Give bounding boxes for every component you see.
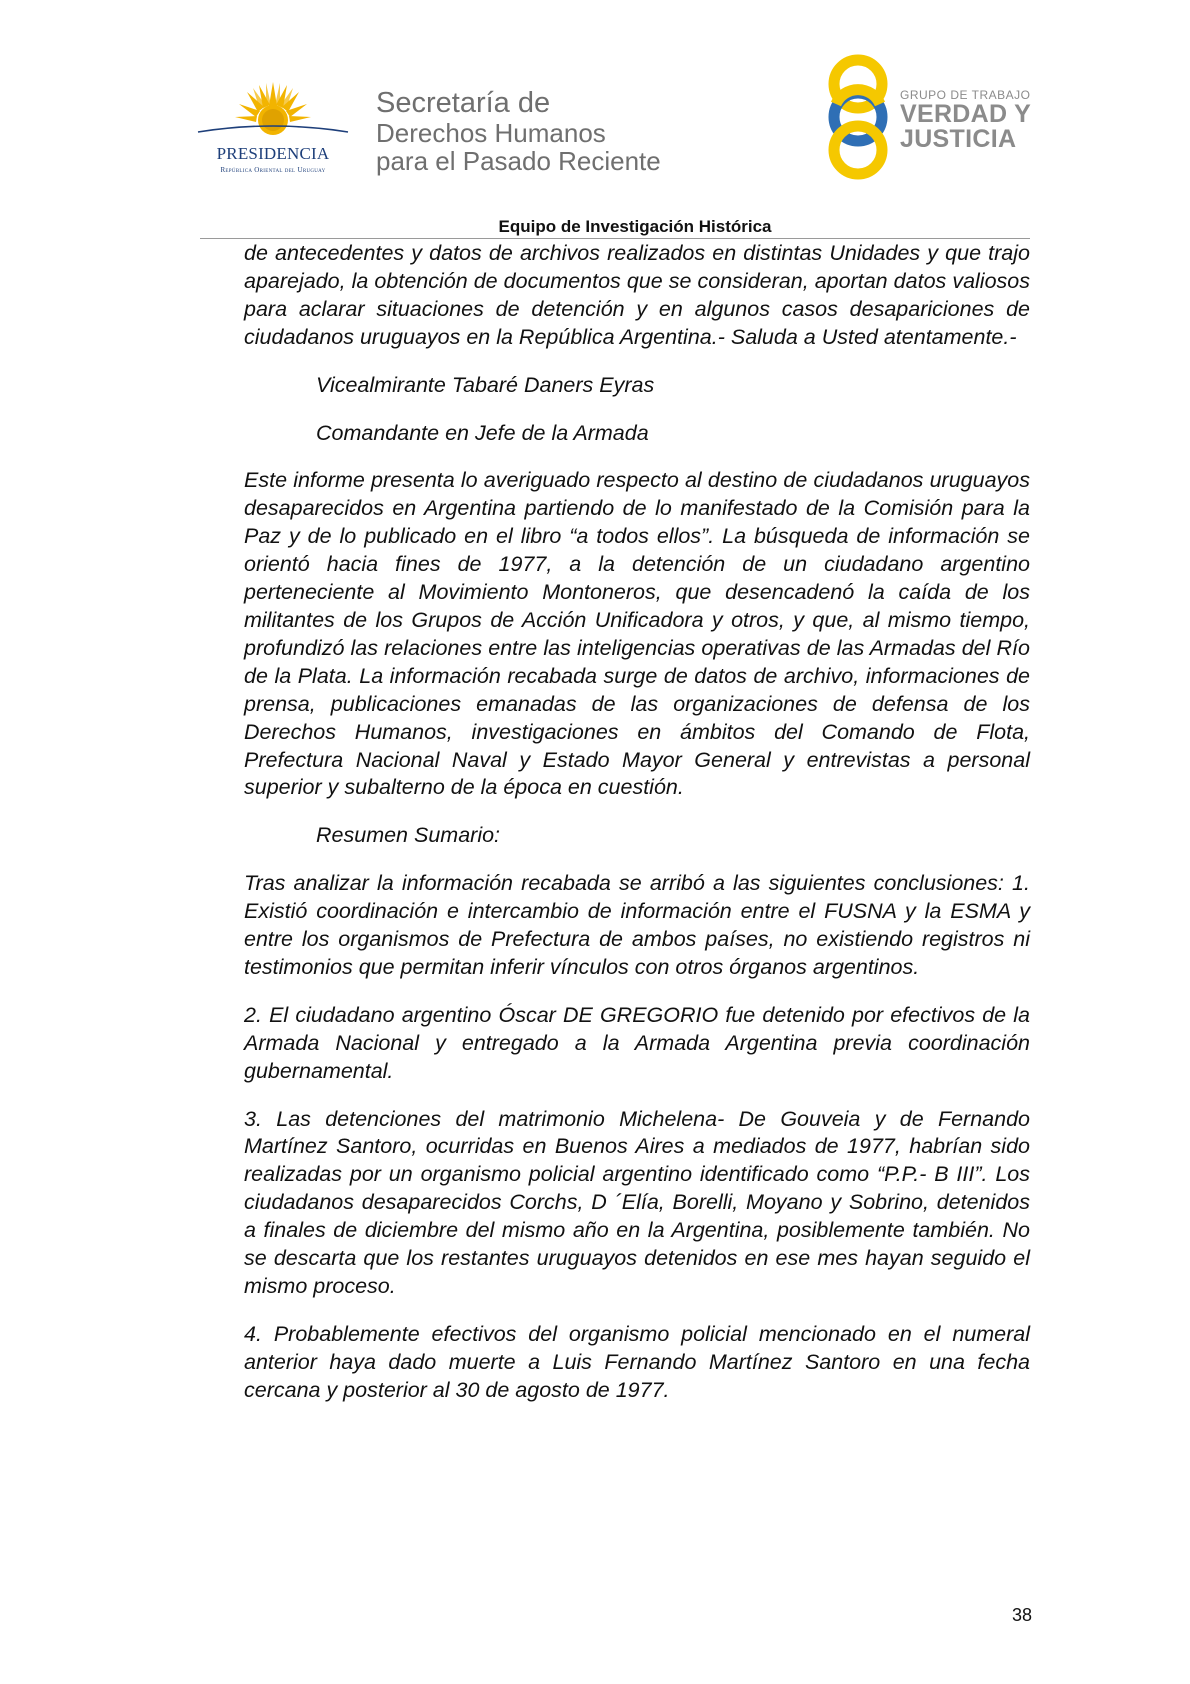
secretaria-line-2: Derechos Humanos: [376, 118, 606, 148]
gtvj-line-1: GRUPO DE TRABAJO: [900, 88, 1031, 102]
header-divider: [200, 238, 1030, 239]
gtvj-line-3: JUSTICIA: [900, 125, 1017, 153]
paragraph-2: Este informe presenta lo averiguado respecto al destino de ciudadanos uruguayos desaparecidos en Argentina partiendo de lo manifestado de la Comisión para la Paz y de lo publicado en el libro “a todos ellos”. La búsqueda de información se orientó hacia fines de 1977, a la detención de un ciudadano argentino perteneciente al Movimiento Montoneros, que desencadenó la caída de los militantes de los Grupos de Acción Unificadora y otros, y que, al mismo tiempo, profundizó las relaciones entre las inteligencias operativas de las Armadas del Río de la Plata. La información recabada surge de datos de archivo, informaciones de prensa, publicaciones emanadas de las organizaciones de defensa de los Derechos Humanos, investigaciones en ámbitos del Comando de Flota, Prefectura Nacional Naval y Estado Mayor General y entrevistas a personal superior y subalterno de la época en cuestión.: [244, 468, 1030, 800]
secretaria-title: [376, 88, 696, 175]
secretaria-line-1: Secretaría de: [376, 87, 551, 119]
presidencia-logo: [196, 80, 356, 180]
signature-title: Comandante en Jefe de la Armada: [316, 420, 649, 445]
presidencia-name: PRESIDENCIA: [216, 144, 330, 163]
page-number: 38: [1011, 1605, 1032, 1625]
paragraph-6: 4. Probablemente efectivos del organismo policial mencionado en el numeral anterior haya dado muerte a Luis Fernando Martínez Santoro en una fecha cercana y posterior al 30 de agosto de 1977.: [244, 1321, 1030, 1402]
document-body: [244, 240, 1030, 1425]
secretaria-line-3: para el Pasado Reciente: [376, 146, 661, 176]
signature-name: Vicealmirante Tabaré Daners Eyras: [316, 372, 655, 397]
paragraph-4: 2. El ciudadano argentino Óscar DE GREGORIO fue detenido por efectivos de la Armada Nacional y entregado a la Armada Argentina previa coordinación gubernamental.: [244, 1002, 1030, 1083]
paragraph-5: 3. Las detenciones del matrimonio Michelena- De Gouveia y de Fernando Martínez Santoro, ocurridas en Buenos Aires a mediados de 1977, habrían sido realizadas por un organismo policial argentino identificado como “P.P.- B III”. Los ciudadanos desaparecidos Corchs, D ´Elía, Borelli, Moyano y Sobrino, detenidos a finales de diciembre del mismo año en la Argentina, posiblemente también. No se descarta que los restantes uruguayos detenidos en ese mes hayan seguido el mismo proceso.: [244, 1106, 1030, 1298]
team-heading: Equipo de Investigación Histórica: [498, 217, 772, 236]
gtvj-line-2: VERDAD Y: [900, 100, 1032, 128]
paragraph-1: de antecedentes y datos de archivos realizados en distintas Unidades y que trajo aparejado, la obtención de documentos que se consideran, aportan datos valiosos para aclarar situaciones de detención y en algunos casos desapariciones de ciudadanos uruguayos en la República Argentina.- Saluda a Usted atentamente.-: [244, 241, 1030, 349]
interlinked-rings-icon: [822, 54, 894, 180]
verdad-justicia-text: [900, 88, 1031, 152]
verdad-justicia-logo: [822, 54, 1042, 184]
sun-emblem-icon: [196, 80, 350, 144]
paragraph-3: Tras analizar la información recabada se arribó a las siguientes conclusiones: 1. Existió coordinación e intercambio de información entre el FUSNA y la ESMA y entre los organismos de Prefectura de ambos países, no existiendo registros ni testimonios que permitan inferir vínculos con otros órganos argentinos.: [244, 871, 1030, 979]
summary-heading: Resumen Sumario:: [316, 823, 501, 848]
presidencia-subtitle: República Oriental del Uruguay: [220, 166, 326, 174]
